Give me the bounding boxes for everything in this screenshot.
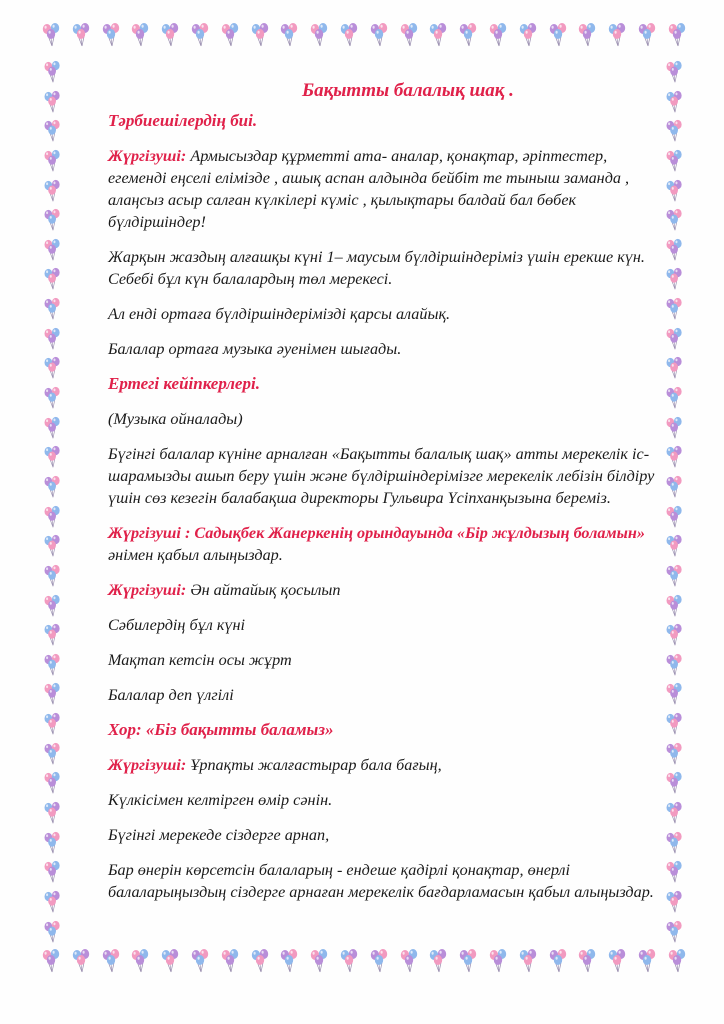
- balloon-cluster-icon: [457, 948, 481, 974]
- speaker-label: Жүргізуші:: [108, 581, 187, 599]
- balloon-cluster-icon: [40, 238, 66, 262]
- balloon-cluster-icon: [40, 712, 66, 736]
- balloon-cluster-icon: [398, 948, 422, 974]
- balloon-cluster-icon: [666, 948, 690, 974]
- balloon-cluster-icon: [636, 948, 660, 974]
- balloon-cluster-icon: [40, 208, 66, 232]
- balloon-cluster-icon: [40, 564, 66, 588]
- balloon-cluster-icon: [70, 22, 94, 48]
- balloon-cluster-icon: [100, 22, 124, 48]
- paragraph-text: Ұрпақты жалғастырар бала бағың,: [186, 756, 442, 774]
- paragraph-song-announcement: [108, 522, 668, 566]
- paragraph-closing: Бар өнерін көрсетсін балаларың - ендеше қадірлі қонақтар, өнерлі балаларыңыздың сіздерге арнаған мерекелік бағдарламасын қабыл алыңыздар.: [108, 861, 654, 901]
- balloon-cluster-icon: [40, 60, 66, 84]
- balloon-cluster-icon: [40, 771, 66, 795]
- paragraph-june-first: Жарқын жаздың алғашқы күні 1– маусым бүлдіршіндеріміз үшін ерекше күн. Себебі бұл күн балалардың төл мерекесі.: [108, 248, 645, 288]
- section-heading-dance: Тәрбиешілердің биі.: [108, 111, 258, 130]
- paragraph-welcome-children: Ал енді ортаға бүлдіршіндерімізді қарсы алайық.: [108, 305, 451, 323]
- balloon-cluster-icon: [40, 890, 66, 914]
- balloon-cluster-icon: [40, 948, 64, 974]
- paragraph-text: Ән айтайық қосылып: [186, 581, 341, 599]
- balloon-cluster-icon: [249, 22, 273, 48]
- balloon-cluster-icon: [40, 149, 66, 173]
- balloon-cluster-icon: [606, 22, 630, 48]
- balloon-cluster-icon: [40, 920, 66, 944]
- balloon-cluster-icon: [398, 22, 422, 48]
- balloon-cluster-icon: [40, 682, 66, 706]
- balloon-cluster-icon: [40, 445, 66, 469]
- balloon-cluster-icon: [40, 534, 66, 558]
- balloon-cluster-icon: [457, 22, 481, 48]
- poem-line-1: [108, 579, 668, 601]
- balloon-cluster-icon: [666, 22, 690, 48]
- balloon-cluster-icon: [338, 22, 362, 48]
- balloon-cluster-icon: [40, 267, 66, 291]
- balloon-cluster-icon: [100, 948, 124, 974]
- balloon-cluster-icon: [606, 948, 630, 974]
- balloon-cluster-icon: [308, 948, 332, 974]
- balloon-cluster-icon: [40, 22, 64, 48]
- balloon-cluster-icon: [219, 948, 243, 974]
- balloon-cluster-icon: [219, 22, 243, 48]
- poem-line-3: Мақтап кетсін осы жұрт: [108, 651, 292, 669]
- balloon-cluster-icon: [338, 948, 362, 974]
- poem2-line-2: Күлкісімен келтірген өмір сәнін.: [108, 791, 333, 809]
- balloon-cluster-icon: [40, 653, 66, 677]
- balloon-cluster-icon: [40, 90, 66, 114]
- poem-line-2: Сәбилердің бұл күні: [108, 616, 246, 634]
- balloon-cluster-icon: [278, 22, 302, 48]
- balloon-cluster-icon: [40, 623, 66, 647]
- section-heading-choir: Хор: «Біз бақытты баламыз»: [108, 720, 334, 739]
- paragraph-music-plays: (Музыка ойналады): [108, 410, 243, 428]
- balloon-cluster-icon: [129, 22, 153, 48]
- speaker-label: Жүргізуші:: [108, 756, 187, 774]
- balloon-cluster-icon: [487, 948, 511, 974]
- balloon-cluster-icon: [40, 416, 66, 440]
- balloon-cluster-icon: [40, 742, 66, 766]
- balloon-cluster-icon: [576, 22, 600, 48]
- announcement-red-text: Жүргізуші : Садықбек Жанеркенің орындауында «Бір жұлдызың боламын»: [108, 524, 645, 542]
- balloon-cluster-icon: [427, 948, 451, 974]
- balloon-cluster-icon: [249, 948, 273, 974]
- balloon-border-bottom: [40, 948, 690, 982]
- balloon-cluster-icon: [40, 119, 66, 143]
- balloon-cluster-icon: [636, 22, 660, 48]
- balloon-cluster-icon: [368, 948, 392, 974]
- balloon-cluster-icon: [40, 179, 66, 203]
- balloon-border-left: [40, 60, 74, 944]
- balloon-cluster-icon: [547, 22, 571, 48]
- balloon-border-top: [40, 22, 690, 56]
- balloon-cluster-icon: [40, 386, 66, 410]
- balloon-cluster-icon: [368, 22, 392, 48]
- balloon-cluster-icon: [70, 948, 94, 974]
- paragraph-director-speech: Бүгінгі балалар күніне арналған «Бақытты балалық шақ» атты мерекелік іс-шарамызды ашып беру үшін және бүлдіршіндерімізге мерекелік лебізін білдіру үшін сөз кезегін балабақша директоры Гульвира Үсіпханқызына береміз.: [108, 445, 655, 507]
- balloon-cluster-icon: [159, 22, 183, 48]
- balloon-cluster-icon: [40, 505, 66, 529]
- balloon-cluster-icon: [427, 22, 451, 48]
- balloon-cluster-icon: [40, 801, 66, 825]
- balloon-cluster-icon: [547, 948, 571, 974]
- balloon-cluster-icon: [576, 948, 600, 974]
- poem-line-4: Балалар деп үлгілі: [108, 686, 234, 704]
- page-title: Бақытты балалық шақ .: [302, 80, 514, 101]
- poem2-line-3: Бүгінгі мерекеде сіздерге арнап,: [108, 826, 330, 844]
- balloon-cluster-icon: [40, 860, 66, 884]
- paragraph-text: әнімен қабыл алыңыздар.: [108, 546, 283, 564]
- speaker-label: Жүргізуші:: [108, 147, 187, 165]
- poem2-line-1: [108, 754, 668, 776]
- section-heading-fairy-tale: Ертегі кейіпкерлері.: [108, 374, 260, 393]
- balloon-cluster-icon: [40, 297, 66, 321]
- balloon-cluster-icon: [189, 22, 213, 48]
- document-body: [108, 70, 668, 950]
- balloon-cluster-icon: [517, 948, 541, 974]
- paragraph-text: Армысыздар құрметті ата- аналар, қонақтар, әріптестер, егеменді еңселі елімізде , ашық аспан алдында бейбіт те тыныш заманда , алаңсыз асыр салған күлкілері күміс , қылықтары балдай бал бөбек бүлдіршіндер!: [108, 147, 630, 231]
- balloon-cluster-icon: [487, 22, 511, 48]
- paragraph-greeting: [108, 145, 668, 233]
- balloon-cluster-icon: [40, 327, 66, 351]
- balloon-cluster-icon: [517, 22, 541, 48]
- balloon-cluster-icon: [40, 356, 66, 380]
- balloon-cluster-icon: [189, 948, 213, 974]
- balloon-cluster-icon: [40, 475, 66, 499]
- balloon-cluster-icon: [40, 594, 66, 618]
- balloon-cluster-icon: [129, 948, 153, 974]
- balloon-cluster-icon: [308, 22, 332, 48]
- balloon-cluster-icon: [278, 948, 302, 974]
- paragraph-children-enter: Балалар ортаға музыка әуенімен шығады.: [108, 340, 402, 358]
- balloon-cluster-icon: [159, 948, 183, 974]
- balloon-cluster-icon: [40, 831, 66, 855]
